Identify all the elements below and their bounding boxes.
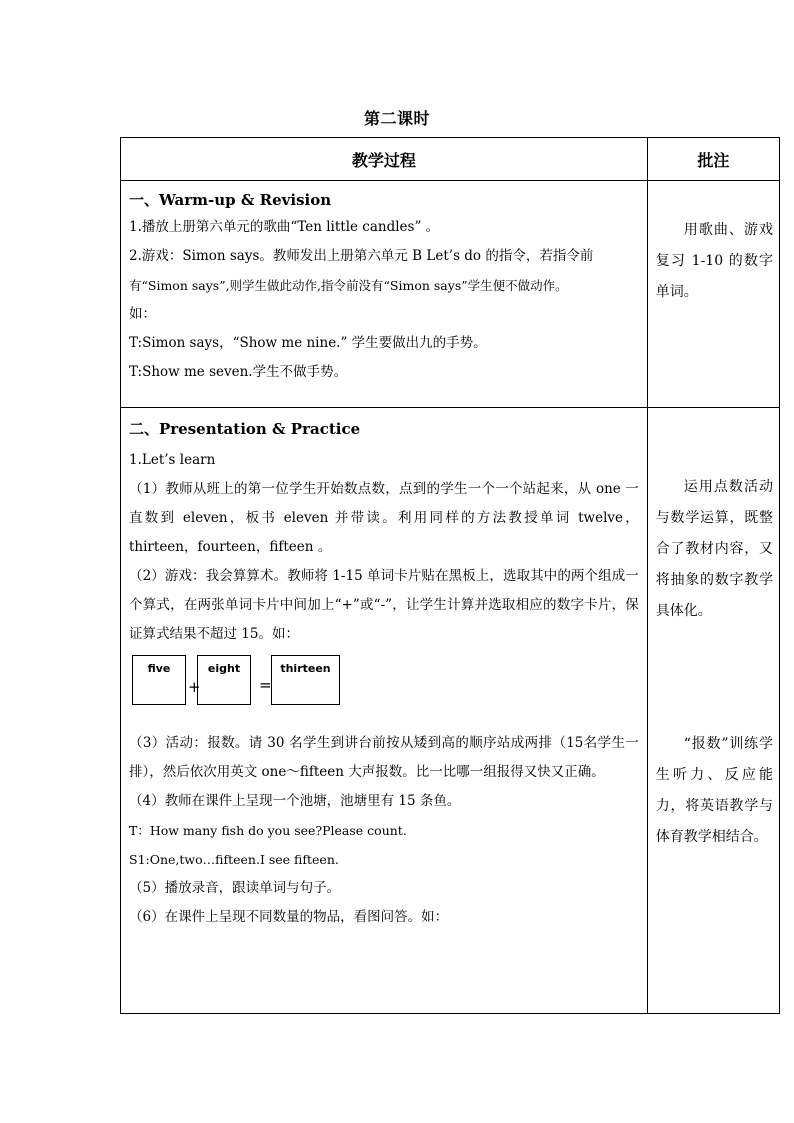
warmup-line: 有“Simon says”,则学生做此动作,指令前没有“Simon says”学生便不做动作。: [129, 278, 568, 293]
section-presentation-note-cell: [647, 408, 779, 1014]
presentation-note-counting: 运用点数活动与数学运算，既整合了教材内容，又将抽象的数字教学具体化。: [655, 479, 773, 619]
section-warmup-note-cell: [647, 181, 779, 408]
dialog-student-line: S1:One,two…fifteen.I see fifteen.: [129, 852, 339, 867]
section-warmup-content: [121, 181, 648, 408]
step-1-paragraph: （1）教师从班上的第一位学生开始数点数，点到的学生一个一个站起来，从 one 一直数到 eleven，板书 eleven 并带读。利用同样的方法教授单词 twelve，thirteen，fourteen，fifteen 。: [129, 481, 639, 555]
warmup-line: T:Show me seven.学生不做手势。: [129, 364, 348, 380]
step-2-paragraph: （2）游戏：我会算算术。教师将 1-15 单词卡片贴在黑板上，选取其中的两个组成一个算式，在两张单词卡片中间加上“+”或“-”，让学生计算并选取相应的数字卡片，保证算式结果不超过 15。如：: [129, 568, 639, 642]
page-title: 第二课时: [363, 109, 430, 128]
section-presentation-row: [121, 408, 780, 1014]
step-6-paragraph: （6）在课件上呈现不同数量的物品，看图问答。如：: [129, 909, 449, 925]
plus-sign: +: [188, 678, 201, 696]
table-header-row: [121, 138, 780, 181]
warmup-line: 如：: [129, 306, 156, 322]
warmup-line: 1.播放上册第六单元的歌曲“Ten little candles” 。: [129, 219, 440, 235]
lets-learn-heading: 1.Let’s learn: [129, 452, 216, 468]
header-notes: 批注: [647, 138, 779, 181]
dialog-teacher-line: T：How many fish do you see?Please count.: [129, 823, 407, 838]
header-teaching-process: 教学过程: [121, 138, 648, 181]
word-card-five: five: [132, 655, 186, 705]
warmup-line: 2.游戏：Simon says。教师发出上册第六单元 B Let’s do 的指令，若指令前: [129, 248, 594, 264]
presentation-note-roll-call: “报数”训练学生听力、反应能力，将英语教学与体育教学相结合。: [655, 736, 773, 845]
step-3-paragraph: （3）活动：报数。请 30 名学生到讲台前按从矮到高的顺序站成两排（15名学生一排），然后依次用英文 one～fifteen 大声报数。比一比哪一组报得又快又正确。: [129, 735, 639, 780]
warmup-line: T:Simon says，“Show me nine.” 学生要做出九的手势。: [129, 335, 487, 351]
lesson-plan-table: [120, 137, 780, 1014]
step-4-paragraph: （4）教师在课件上呈现一个池塘，池塘里有 15 条鱼。: [129, 793, 461, 809]
warmup-note: 用歌曲、游戏复习 1-10 的数字单词。: [655, 222, 773, 300]
equals-sign: =: [259, 676, 272, 694]
word-card-eight: eight: [197, 655, 251, 705]
section-warmup-title: 一、Warm-up & Revision: [129, 191, 332, 209]
section-presentation-content: [121, 408, 648, 1014]
arithmetic-card-example: [129, 655, 639, 723]
section-warmup-row: [121, 181, 780, 408]
word-card-thirteen: thirteen: [271, 655, 340, 705]
step-5-paragraph: （5）播放录音，跟读单词与句子。: [129, 880, 341, 896]
section-presentation-title: 二、Presentation & Practice: [129, 420, 361, 438]
